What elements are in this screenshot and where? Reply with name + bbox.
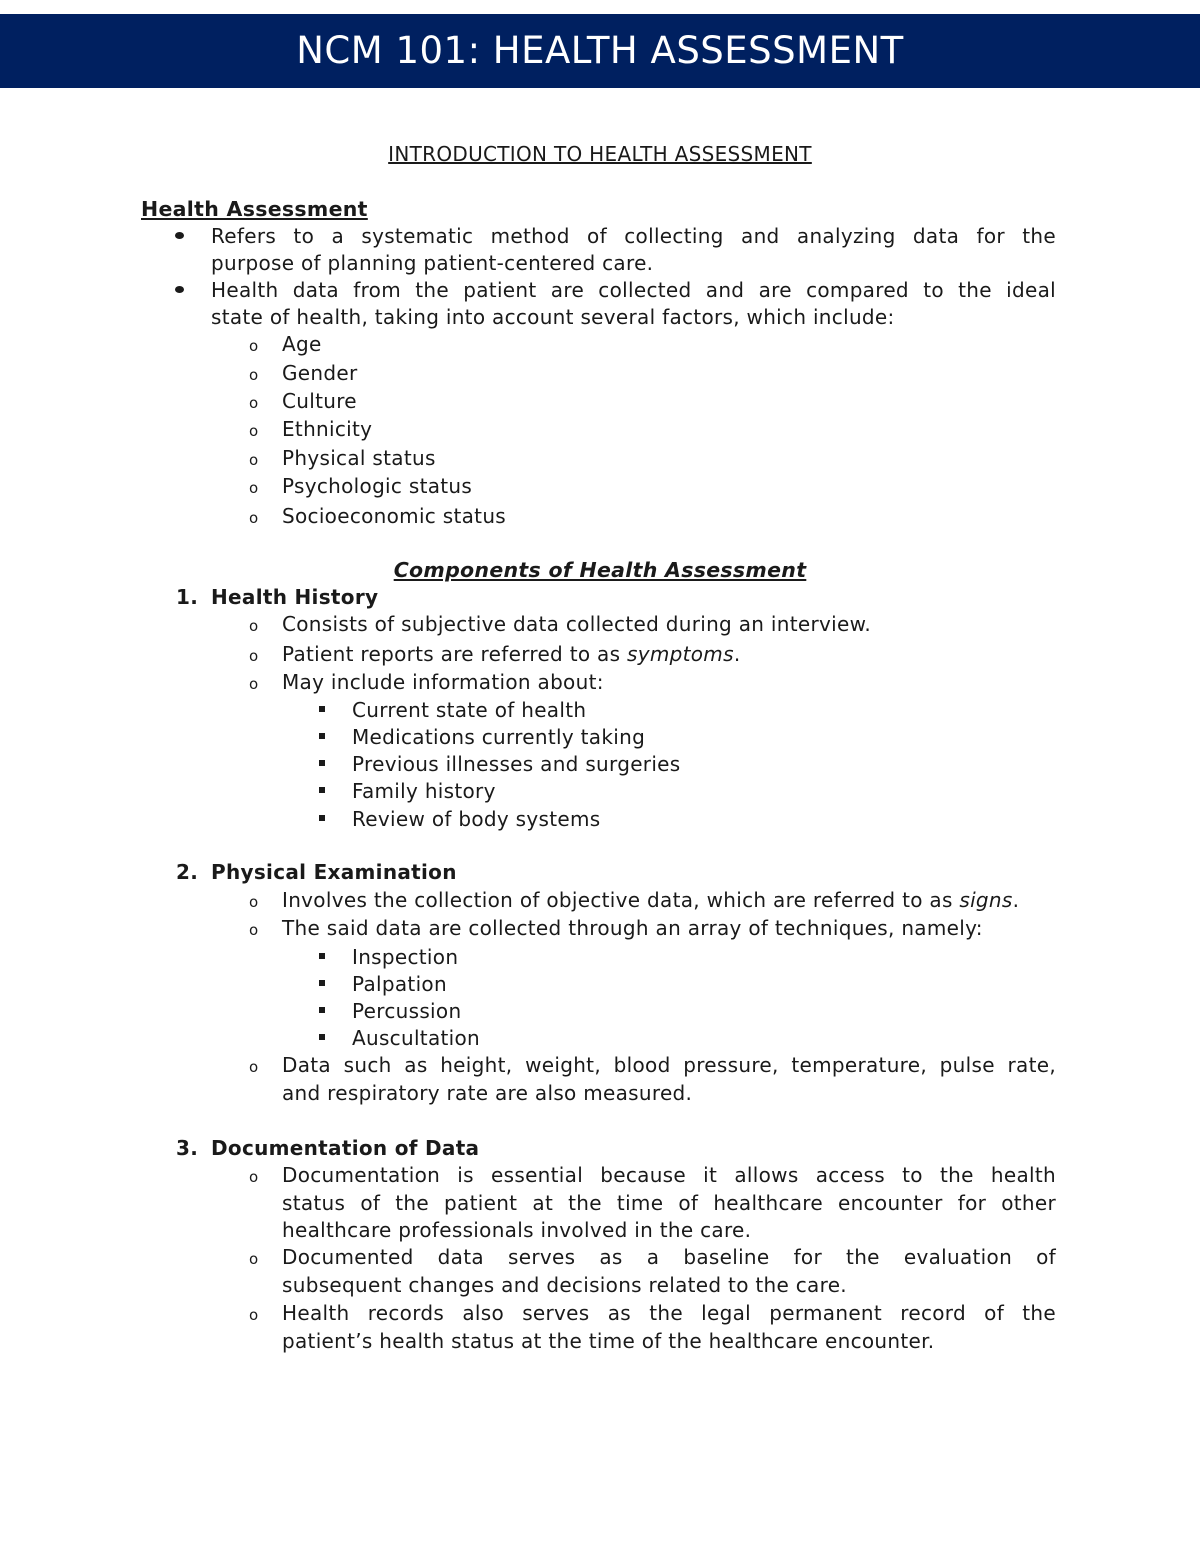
circle-bullet-icon: o: [249, 647, 259, 665]
components-heading: Components of Health Assessment: [393, 558, 807, 582]
signs-term: signs: [959, 888, 1013, 912]
circle-bullet-icon: o: [249, 337, 259, 355]
history-item: Consists of subjective data collected during an interview.: [282, 612, 872, 636]
physical-exam-title: Physical Examination: [211, 860, 457, 884]
section-number: 2.: [176, 860, 199, 884]
circle-bullet-icon: o: [249, 509, 259, 527]
history-subitem: Medications currently taking: [352, 725, 646, 749]
circle-bullet-icon: o: [249, 451, 259, 469]
technique-item: Auscultation: [352, 1026, 481, 1050]
physical-item: Involves the collection of objective data, which are referred to as signs.: [282, 888, 1020, 912]
factor-item: Physical status: [282, 446, 436, 470]
circle-bullet-icon: o: [249, 675, 259, 693]
symptoms-term: symptoms: [626, 642, 734, 666]
circle-bullet-icon: o: [249, 366, 259, 384]
square-bullet-icon: [319, 760, 325, 766]
history-subitem: Current state of health: [352, 698, 587, 722]
technique-item: Palpation: [352, 972, 447, 996]
health-assessment-heading: Health Assessment: [141, 197, 368, 221]
square-bullet-icon: [319, 1007, 325, 1013]
history-item: May include information about:: [282, 670, 604, 694]
documentation-item: healthcare professionals involved in the care.: [282, 1218, 752, 1242]
documentation-title: Documentation of Data: [211, 1136, 480, 1160]
circle-bullet-icon: o: [249, 1250, 259, 1268]
factor-item: Ethnicity: [282, 417, 373, 441]
health-history-title: Health History: [211, 585, 379, 609]
circle-bullet-icon: o: [249, 1058, 259, 1076]
factor-item: Age: [282, 332, 322, 356]
definition-line: Health data from the patient are collected and are compared to the ideal: [211, 278, 1056, 302]
documentation-item: Documentation is essential because it allows access to the health: [282, 1163, 1056, 1187]
section-number: 3.: [176, 1136, 199, 1160]
physical-item: and respiratory rate are also measured.: [282, 1081, 693, 1105]
history-item: Patient reports are referred to as symptoms.: [282, 642, 741, 666]
circle-bullet-icon: o: [249, 1168, 259, 1186]
physical-item: The said data are collected through an array of techniques, namely:: [282, 916, 983, 940]
history-subitem: Family history: [352, 779, 496, 803]
square-bullet-icon: [319, 980, 325, 986]
square-bullet-icon: [319, 733, 325, 739]
factor-item: Psychologic status: [282, 474, 473, 498]
documentation-item: subsequent changes and decisions related to the care.: [282, 1273, 847, 1297]
documentation-item: patient’s health status at the time of the healthcare encounter.: [282, 1329, 935, 1353]
circle-bullet-icon: o: [249, 479, 259, 497]
history-subitem: Previous illnesses and surgeries: [352, 752, 681, 776]
circle-bullet-icon: o: [249, 422, 259, 440]
factor-item: Culture: [282, 389, 357, 413]
definition-line: Refers to a systematic method of collecting and analyzing data for the: [211, 224, 1056, 248]
document-title: NCM 101: HEALTH ASSESSMENT: [296, 29, 904, 72]
factor-item: Gender: [282, 361, 358, 385]
section-title: INTRODUCTION TO HEALTH ASSESSMENT: [388, 142, 812, 166]
physical-item: Data such as height, weight, blood pressure, temperature, pulse rate,: [282, 1053, 1056, 1077]
technique-item: Percussion: [352, 999, 462, 1023]
circle-bullet-icon: o: [249, 1306, 259, 1324]
definition-line: state of health, taking into account several factors, which include:: [211, 305, 895, 329]
technique-item: Inspection: [352, 945, 459, 969]
factor-item: Socioeconomic status: [282, 504, 507, 528]
documentation-item: Documented data serves as a baseline for the evaluation of: [282, 1245, 1056, 1269]
square-bullet-icon: [319, 1034, 325, 1040]
circle-bullet-icon: o: [249, 893, 259, 911]
documentation-item: status of the patient at the time of healthcare encounter for other: [282, 1191, 1056, 1215]
bullet-icon: [175, 232, 184, 239]
circle-bullet-icon: o: [249, 617, 259, 635]
square-bullet-icon: [319, 953, 325, 959]
circle-bullet-icon: o: [249, 921, 259, 939]
circle-bullet-icon: o: [249, 394, 259, 412]
section-number: 1.: [176, 585, 199, 609]
square-bullet-icon: [319, 706, 325, 712]
square-bullet-icon: [319, 815, 325, 821]
documentation-item: Health records also serves as the legal permanent record of the: [282, 1301, 1056, 1325]
definition-line: purpose of planning patient-centered care.: [211, 251, 654, 275]
bullet-icon: [175, 286, 184, 293]
document-banner: [0, 14, 1200, 88]
history-subitem: Review of body systems: [352, 807, 601, 831]
square-bullet-icon: [319, 787, 325, 793]
